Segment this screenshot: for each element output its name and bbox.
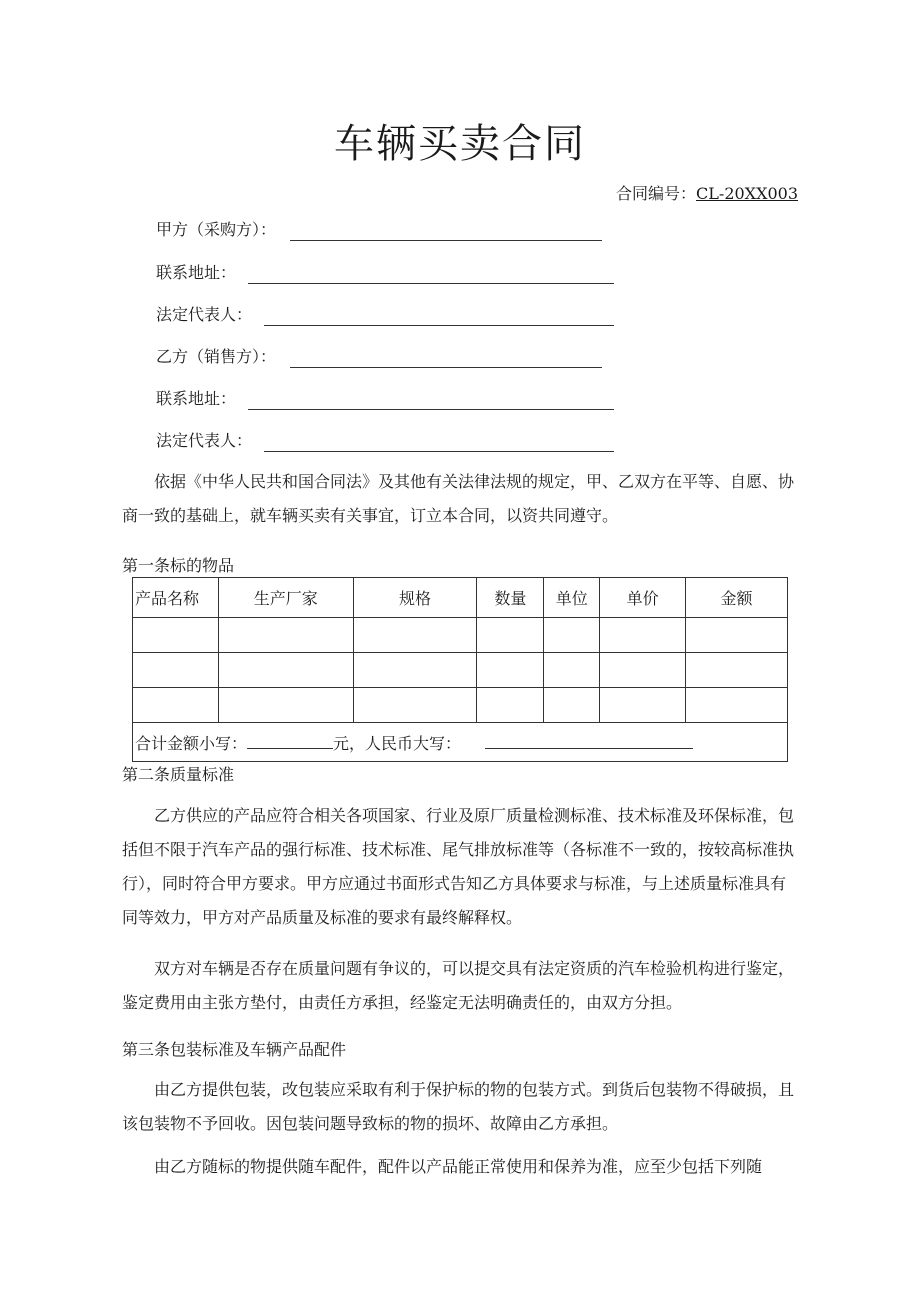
table-cell[interactable]	[477, 653, 544, 688]
table-header: 单价	[600, 578, 686, 618]
contract-number-label: 合同编号：	[616, 184, 697, 203]
table-cell[interactable]	[477, 688, 544, 723]
table-cell[interactable]	[686, 653, 788, 688]
rep-b-field[interactable]	[264, 437, 614, 452]
table-header: 金额	[686, 578, 788, 618]
contract-number-value: CL-20XX003	[696, 184, 798, 203]
items-table	[132, 577, 788, 762]
article-3-heading: 第三条包装标准及车辆产品配件	[122, 1040, 347, 1059]
table-cell[interactable]	[133, 618, 219, 653]
preamble-paragraph: 依据《中华人民共和国合同法》及其他有关法律法规的规定，甲、乙双方在平等、自愿、协商一致的基础上，就车辆买卖有关事宜，订立本合同，以资共同遵守。	[122, 472, 795, 525]
table-cell[interactable]	[600, 653, 686, 688]
party-b-row	[156, 346, 602, 368]
table-cell[interactable]	[686, 618, 788, 653]
table-header: 生产厂家	[218, 578, 353, 618]
table-cell[interactable]	[544, 653, 600, 688]
table-cell[interactable]	[477, 618, 544, 653]
address-a-field[interactable]	[248, 269, 614, 284]
table-cell[interactable]	[133, 688, 219, 723]
rep-a-label: 法定代表人：	[156, 305, 253, 324]
party-b-label: 乙方（销售方）：	[156, 347, 277, 366]
party-a-row	[156, 219, 602, 241]
address-a-label: 联系地址：	[156, 263, 237, 282]
address-a-row	[156, 262, 614, 284]
article-3-paragraph-2: 由乙方随标的物提供随车配件，配件以产品能正常使用和保养为准，应至少包括下列随	[154, 1157, 763, 1176]
contract-number	[616, 183, 798, 205]
table-row	[133, 618, 788, 653]
article-2-paragraph-1: 乙方供应的产品应符合相关各项国家、行业及原厂质量检测标准、技术标准及环保标准，包括但不限于汽车产品的强行标准、技术标准、尾气排放标准等（各标准不一致的，按较高标准执行），同时符合甲方要求。甲方应通过书面形式告知乙方具体要求与标准，与上述质量标准具有同等效力，甲方对产品质量及标准的要求有最终解释权。	[122, 806, 795, 927]
total-small-field[interactable]	[247, 734, 333, 749]
table-cell[interactable]	[218, 653, 353, 688]
article-1-heading: 第一条标的物品	[122, 556, 235, 575]
table-cell[interactable]	[353, 618, 477, 653]
table-header: 产品名称	[133, 578, 219, 618]
party-b-field[interactable]	[290, 353, 602, 368]
total-unit-label: 元，人民币大写：	[333, 733, 462, 753]
table-cell[interactable]	[544, 618, 600, 653]
total-cell	[133, 723, 788, 762]
table-header: 规格	[353, 578, 477, 618]
article-3-paragraph-1: 由乙方提供包装，改包装应采取有利于保护标的物的包装方式。到货后包装物不得破损，且该包装物不予回收。因包装问题导致标的物的损坏、故障由乙方承担。	[122, 1080, 795, 1133]
address-b-field[interactable]	[248, 395, 614, 410]
total-capital-field[interactable]	[485, 734, 693, 749]
article-2-paragraph-2: 双方对车辆是否存在质量问题有争议的，可以提交具有法定资质的汽车检验机构进行鉴定，鉴定费用由主张方垫付，由责任方承担，经鉴定无法明确责任的，由双方分担。	[122, 959, 795, 1012]
table-row	[133, 653, 788, 688]
rep-b-row	[156, 430, 614, 452]
rep-b-label: 法定代表人：	[156, 431, 253, 450]
party-a-label: 甲方（采购方）：	[156, 220, 277, 239]
table-header: 数量	[477, 578, 544, 618]
table-header-row	[133, 578, 788, 618]
document-title: 车辆买卖合同	[334, 121, 586, 167]
article-2-heading: 第二条质量标准	[122, 765, 235, 784]
party-a-field[interactable]	[290, 226, 602, 241]
table-cell[interactable]	[544, 688, 600, 723]
rep-a-row	[156, 304, 614, 326]
table-cell[interactable]	[218, 688, 353, 723]
rep-a-field[interactable]	[264, 311, 614, 326]
address-b-row	[156, 388, 614, 410]
address-b-label: 联系地址：	[156, 389, 237, 408]
table-header: 单位	[544, 578, 600, 618]
table-cell[interactable]	[600, 618, 686, 653]
table-cell[interactable]	[218, 618, 353, 653]
table-cell[interactable]	[686, 688, 788, 723]
table-row	[133, 688, 788, 723]
table-total-row	[133, 723, 788, 762]
table-cell[interactable]	[353, 688, 477, 723]
table-cell[interactable]	[600, 688, 686, 723]
table-cell[interactable]	[353, 653, 477, 688]
total-small-label: 合计金额小写：	[135, 733, 248, 753]
table-cell[interactable]	[133, 653, 219, 688]
